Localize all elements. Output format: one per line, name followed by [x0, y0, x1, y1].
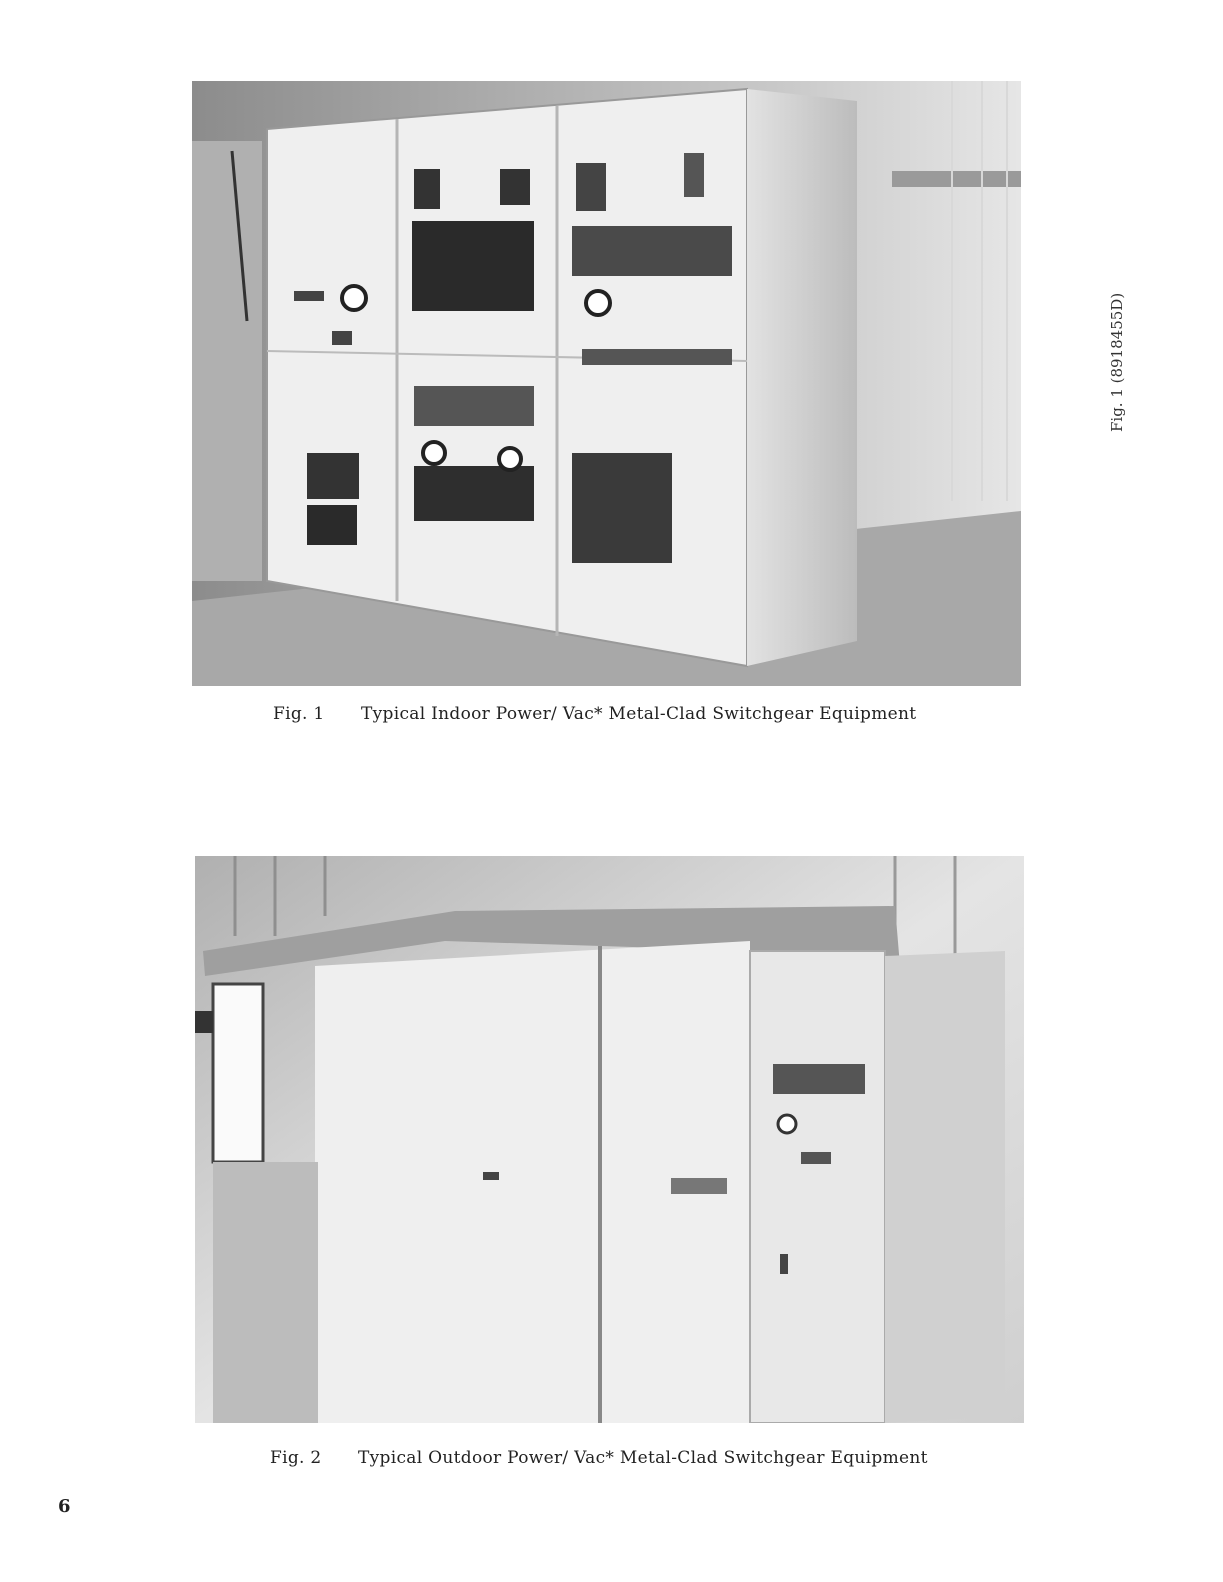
figure-1-caption	[273, 704, 916, 724]
figure-1-number: Fig. 1	[273, 704, 325, 724]
figure-2-number: Fig. 2	[270, 1448, 322, 1468]
figure-1-photo	[192, 81, 1021, 686]
figure-2-caption-text: Typical Outdoor Power/ Vac* Metal-Clad Switchgear Equipment	[358, 1448, 928, 1468]
figure-2-caption	[270, 1448, 928, 1468]
figure-1-caption-text: Typical Indoor Power/ Vac* Metal-Clad Switchgear Equipment	[361, 704, 917, 724]
figure-reference-label: Fig. 1 (8918455D)	[1108, 292, 1126, 432]
figure-2-photo	[195, 856, 1024, 1423]
page-number: 6	[58, 1496, 71, 1517]
